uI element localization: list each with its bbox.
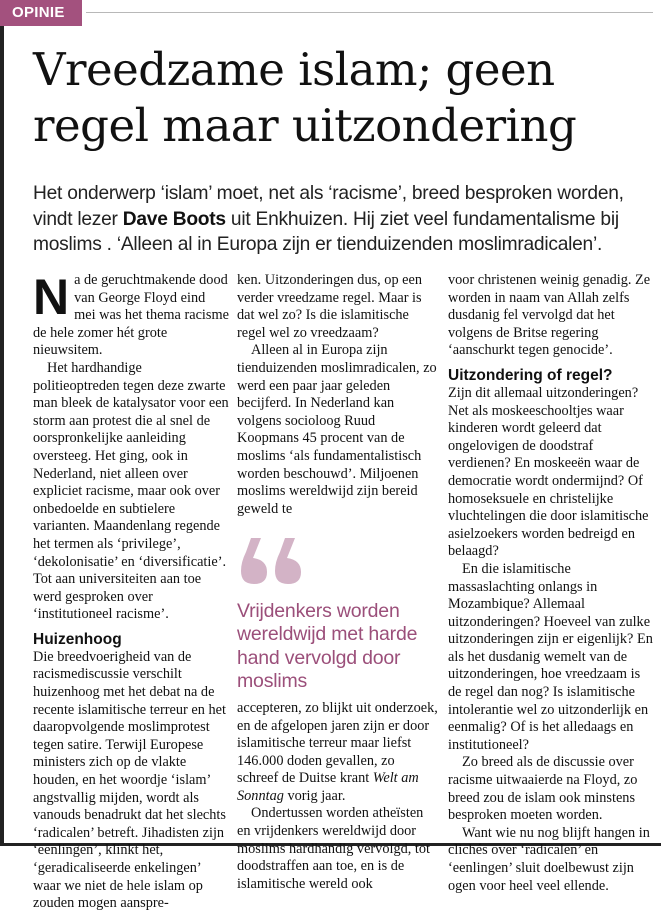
lead-part-2: uit Enkhuizen. Hij ziet veel fundamentalisme bij moslims . ‘Alleen al in Europa zijn er tienduizenden moslimradicalen’. [33,208,619,255]
body-paragraph: Het hardhandige politieoptreden tegen deze zwarte man bleek de katalysator voor een storm aan protest die al snel de oorspronkelijke aanleiding oversteeg. Het ging, ook in Nederland, niet alleen over expliciet racisme, maar ook over onbedoelde en subtielere varianten. Maandenlang regende het termen als ‘privilege’, ‘dekolonisatie’ en ‘diversificatie’. Tot aan universiteiten aan toe werd gesproken over ‘institutioneel racisme’. [33,359,229,623]
body-paragraph: Zijn dit allemaal uitzonderingen? Net als moskeeschooltjes waar kinderen wordt geleerd dat ongelovigen de doodstraf verdienen? En moskeeën waar de democratie wordt ondermijnd? Of homoseksuele en christelijke vluchtelingen die door islamitische asielzoekers worden bedreigd en belaagd? [448,384,649,560]
intro-text: a de geruchtmakende dood van George Floyd eind mei was het thema racisme de hele zomer hét grote nieuwsitem. [33,272,229,359]
body-text: vorig jaar. [283,787,346,804]
intro-paragraph [33,269,229,360]
headline [33,42,653,154]
body-paragraph: ken. Uitzonderingen dus, op een verder vreedzame regel. Maar is dat wel zo? Is die islamitische regel wel zo vreedzaam? [237,272,423,341]
pull-quote: Vrijdenkers worden wereldwijd met harde hand vervolgd door moslims [237,599,418,693]
column-3 [448,272,654,895]
quote-marks-icon [237,534,307,586]
body-paragraph: Die breedvoerigheid van de racismediscussie verschilt huizenhoog met het debat na de recente islamitische terreur en het daaropvolgende moslimprotest tegen satire. Terwijl Europese ministers zich op de vlakte houden, en het woordje ‘islam’ angstvallig mijden, wordt als vanouds benadrukt dat het slechts ‘radicalen’ betreft. Jihadisten zijn ‘eenlingen’, klinkt het, ‘geradicaliseerde enkelingen’ waar we niet de hele islam op zouden mogen aanspre- [33,648,226,912]
body-paragraph: Ondertussen worden atheïsten en vrijdenkers wereldwijd door moslims hardhandig vervolgd, tot doodstraffen aan toe, en is de islamitische wereld ook [237,805,430,892]
section-divider [86,12,653,13]
newspaper-title: Welt am Sonntag [237,770,419,804]
lead-author: Dave Boots [122,208,226,230]
headline-line-1: Vreedzame islam; geen [33,43,555,96]
lead-paragraph [33,181,657,258]
body-text: accepteren, zo blijkt uit onderzoek, en de afgelopen jaren zijn er door islamitische terreur maar liefst 146.000 doden gevallen, zo schreef de Duitse krant [237,699,438,787]
body-paragraph: voor christenen weinig genadig. Ze worden in naam van Allah zelfs dusdanig fel vervolgd dat het volgens de Britse regering ‘aanschurkt tegen genocide’. [448,272,651,359]
headline-line-2: regel maar uitzondering [33,99,577,152]
subheading-huizenhoog: Huizenhoog [33,630,122,648]
column-1 [33,269,229,913]
column-2 [237,272,438,893]
body-paragraph: Want wie nu nog blijft hangen in clichés over ‘radicalen’ en ‘eenlingen’ sluit doelbewust zijn ogen voor heel veel ellende. [448,824,650,894]
drop-cap: N [33,269,70,325]
lead-part-1: Het onderwerp ‘islam’ moet, net als ‘racisme’, breed besproken worden, vindt lezer [33,183,624,230]
body-paragraph: En die islamitische massaslachting onlangs in Mozambique? Allemaal uitzonderingen? Hoeveel van zulke uitzonderingen zijn er eigenlijk? En als het dusdanig wemelt van de uitzonderingen, hoe vreedzaam is de regel dan nog? Is islamitische intolerantie wel zo uitzonderlijk en eenmalig? Of is het alledaags en institutioneel? [448,560,653,753]
body-paragraph [237,700,438,806]
subheading-uitzondering: Uitzondering of regel? [448,366,613,384]
body-paragraph: Alleen al in Europa zijn tienduizenden moslimradicalen, zo werd een paar jaar geleden becijferd. In Nederland kan volgens socioloog Ruud Koopmans 45 procent van de moslims ‘als fundamentalistisch worden beschouwd’. Miljoenen moslims wereldwijd zijn bereid geweld te [237,342,437,517]
section-tag: OPINIE [0,0,82,26]
body-paragraph: Zo breed als de discussie over racisme uitwaaierde na Floyd, zo breed zou de islam ook minstens besproken moeten worden. [448,754,638,824]
